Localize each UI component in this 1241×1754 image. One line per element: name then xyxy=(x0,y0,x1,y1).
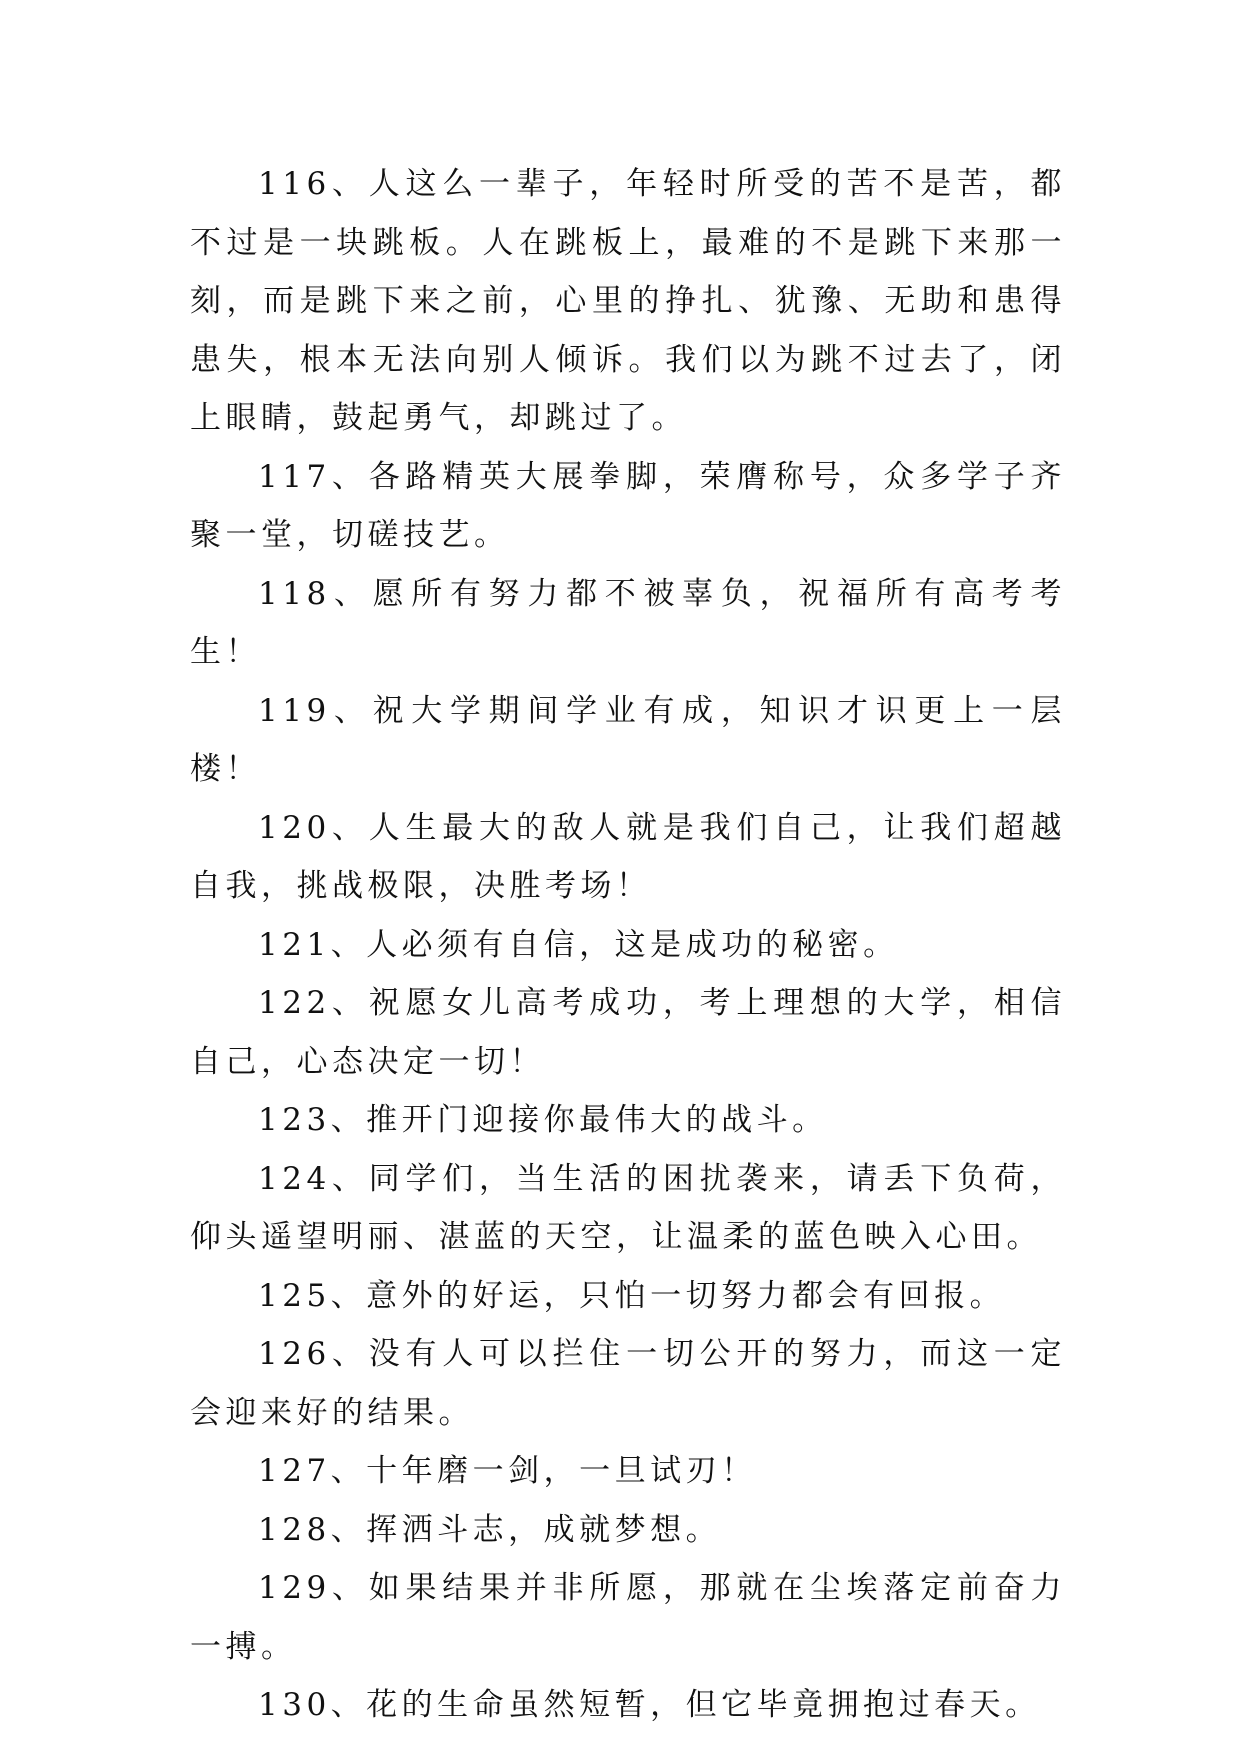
paragraph-130: 130、花的生命虽然短暂，但它毕竟拥抱过春天。 xyxy=(258,1687,1041,1723)
paragraph-121: 121、人必须有自信，这是成功的秘密。 xyxy=(258,926,899,963)
paragraph-124: 124、同学们，当生活的困扰袭来，请丢下负荷，仰头遥望明丽、湛蓝的天空，让温柔的蓝色映入心田。 xyxy=(190,1160,1066,1255)
paragraph-129: 129、如果结果并非所愿，那就在尘埃落定前奋力一搏。 xyxy=(190,1570,1066,1665)
paragraph-128: 128、挥洒斗志，成就梦想。 xyxy=(258,1511,722,1548)
paragraph-127: 127、十年磨一剑，一旦试刃！ xyxy=(258,1453,757,1489)
paragraph-126: 126、没有人可以拦住一切公开的努力，而这一定会迎来好的结果。 xyxy=(190,1336,1066,1431)
document-body xyxy=(190,155,1066,1735)
paragraph-117: 117、各路精英大展拳脚，荣膺称号，众多学子齐聚一堂，切磋技艺。 xyxy=(190,458,1066,553)
paragraph-122: 122、祝愿女儿高考成功，考上理想的大学，相信自己，心态决定一切！ xyxy=(190,985,1066,1080)
paragraph-120: 120、人生最大的敌人就是我们自己，让我们超越自我，挑战极限，决胜考场！ xyxy=(190,809,1066,904)
paragraph-118: 118、愿所有努力都不被辜负，祝福所有高考考生！ xyxy=(190,575,1066,670)
paragraph-125: 125、意外的好运，只怕一切努力都会有回报。 xyxy=(258,1277,1006,1314)
paragraph-123: 123、推开门迎接你最伟大的战斗。 xyxy=(258,1102,828,1138)
paragraph-116: 116、人这么一辈子，年轻时所受的苦不是苦，都不过是一块跳板。人在跳板上，最难的不是跳下来那一刻，而是跳下来之前，心里的挣扎、犹豫、无助和患得患失，根本无法向别人倾诉。我们以为跳不过去了，闭上眼睛，鼓起勇气，却跳过了。 xyxy=(190,166,1066,436)
paragraph-119: 119、祝大学期间学业有成，知识才识更上一层楼！ xyxy=(190,692,1066,787)
